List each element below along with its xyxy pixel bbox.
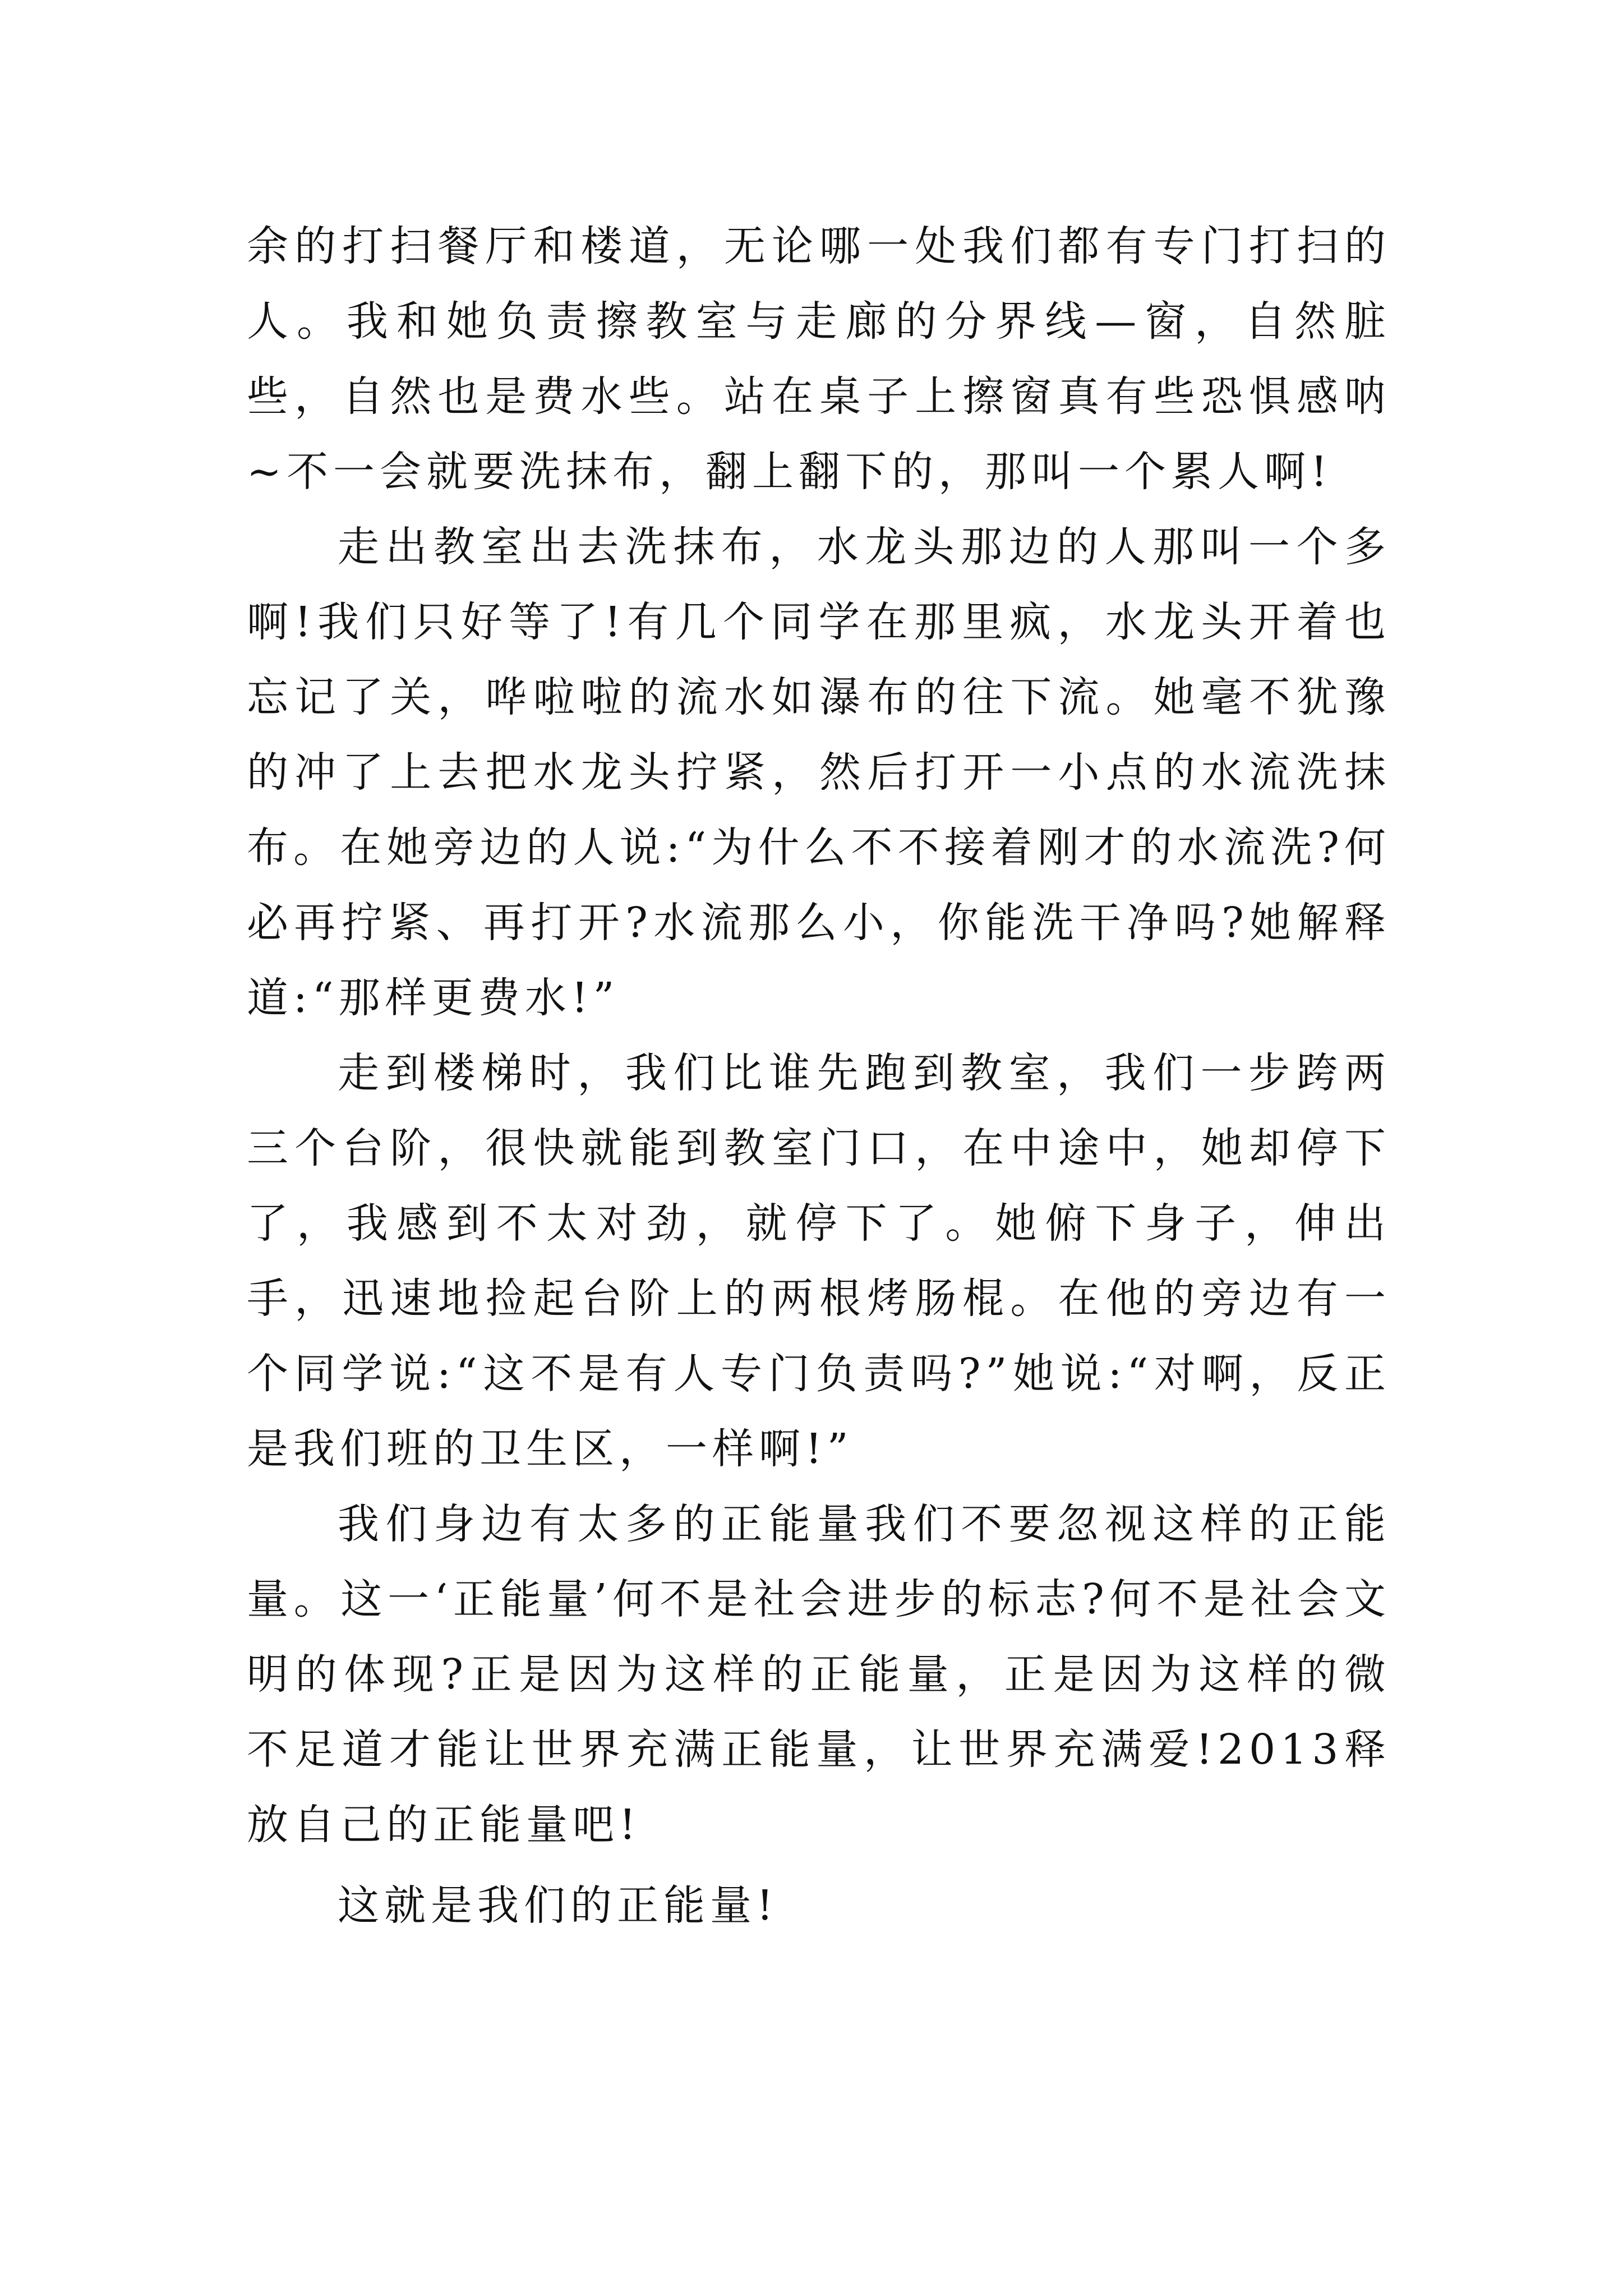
paragraph-faucet: 走出教室出去洗抹布，水龙头那边的人那叫一个多啊!我们只好等了!有几个同学在那里疯，水龙头开着也忘记了关，哗啦啦的流水如瀑布的往下流。她毫不犹豫的冲了上去把水龙头拧紧，然后打开一小点的水流洗抹布。在她旁边的人说:“为什么不不接着刚才的水流洗?何必再拧紧、再打开?水流那么小，你能洗干净吗?她解释道:“那样更费水!”: [247, 523, 1391, 1022]
document-body: [247, 209, 1391, 1943]
paragraph-stairs: 走到楼梯时，我们比谁先跑到教室，我们一步跨两三个台阶，很快就能到教室门口，在中途中，她却停下了，我感到不太对劲，就停下了。她俯下身子，伸出手，迅速地捡起台阶上的两根烤肠棍。在他的旁边有一个同学说:“这不是有人专门负责吗?”她说:“对啊，反正是我们班的卫生区，一样啊!”: [247, 1049, 1391, 1473]
paragraph-positive-energy: 我们身边有太多的正能量我们不要忽视这样的正能量。这一‘正能量’何不是社会进步的标志?何不是社会文明的体现?正是因为这样的正能量，正是因为这样的微不足道才能让世界充满正能量，让世界充满爱!2013释放自己的正能量吧!: [247, 1500, 1391, 1849]
paragraph-conclusion: 这就是我们的正能量!: [338, 1881, 778, 1930]
paragraph-continued: 余的打扫餐厅和楼道，无论哪一处我们都有专门打扫的人。我和她负责擦教室与走廊的分界线—窗，自然脏些，自然也是费水些。站在桌子上擦窗真有些恐惧感呐~不一会就要洗抹布，翻上翻下的，那叫一个累人啊!: [247, 222, 1391, 496]
